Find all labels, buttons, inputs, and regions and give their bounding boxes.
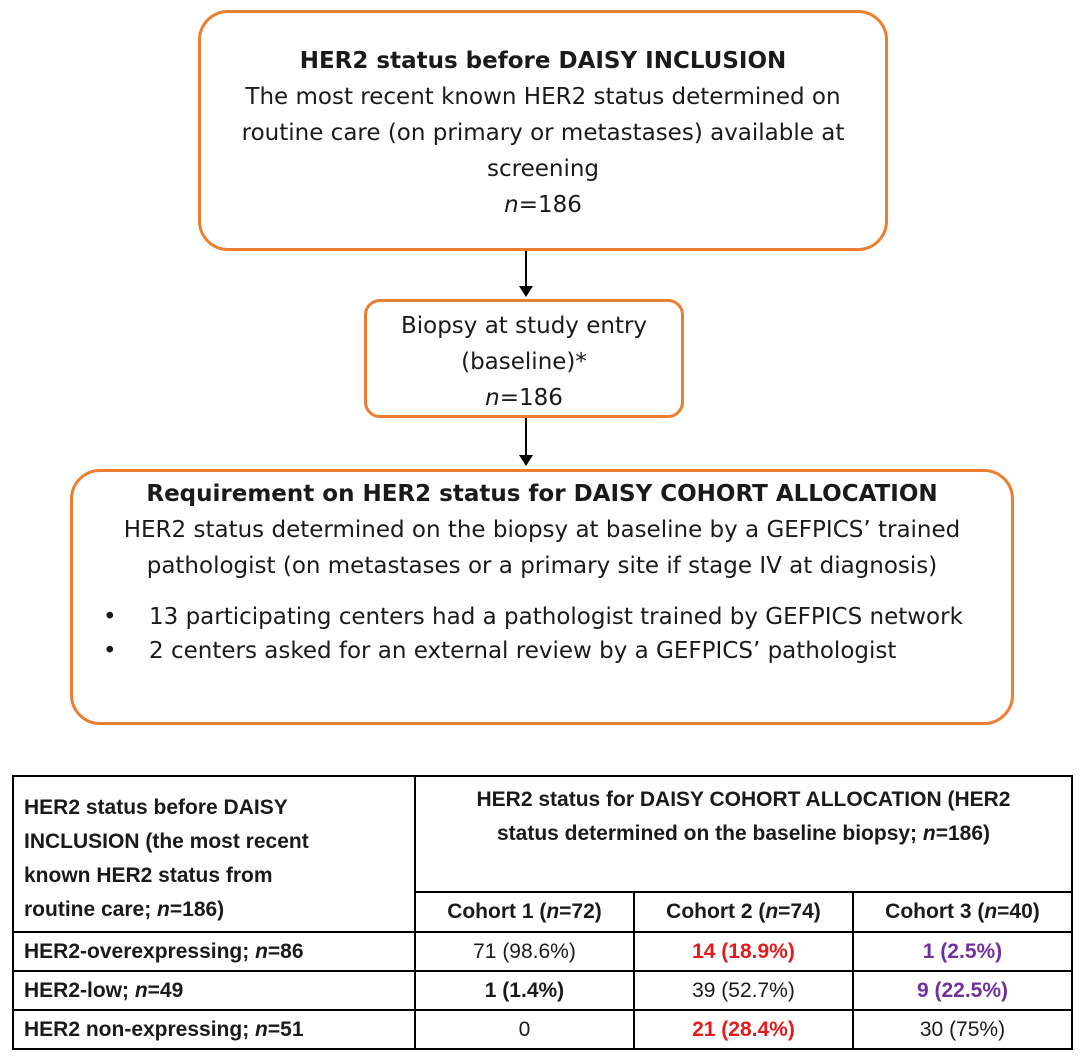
table-row (13, 932, 1072, 971)
biopsy-box-line-1: Biopsy at study entry (400, 313, 648, 339)
allocation-bullet-2: • 2 centers asked for an external review by a GEFPICS’ pathologist (73, 634, 1011, 668)
table-right-header: HER2 status for DAISY COHORT ALLOCATION (HER2 status determined on the baseline biopsy; n=186) (415, 776, 1072, 892)
biopsy-box-line-2: (baseline)* (461, 349, 587, 375)
inclusion-box-line-1: The most recent known HER2 status determined on (245, 84, 841, 110)
cohort-3-header: Cohort 3 (n=40) (853, 892, 1072, 932)
biopsy-box-n: n=186 (485, 385, 563, 411)
allocation-box-line-1: HER2 status determined on the biopsy at baseline by a GEFPICS’ trained (123, 517, 961, 543)
row-label-low: HER2-low; n=49 (13, 971, 415, 1010)
table-cell: 14 (18.9%) (634, 932, 853, 971)
allocation-box-line-2: pathologist (on metastases or a primary site if stage IV at diagnosis) (146, 553, 938, 579)
inclusion-box-n: n=186 (504, 192, 582, 218)
table-cell: 21 (28.4%) (634, 1010, 853, 1049)
cohort-1-header: Cohort 1 (n=72) (415, 892, 634, 932)
table-cell: 71 (98.6%) (415, 932, 634, 971)
row-label-overexpressing: HER2-overexpressing; n=86 (13, 932, 415, 971)
cohort-allocation-box (70, 469, 1014, 725)
table-cell: 9 (22.5%) (853, 971, 1072, 1010)
inclusion-box-line-3: screening (486, 156, 600, 182)
inclusion-box-title: HER2 status before DAISY INCLUSION (299, 48, 787, 74)
table-cell: 1 (1.4%) (415, 971, 634, 1010)
allocation-bullet-list (73, 600, 1011, 668)
inclusion-box-line-2: routine care (on primary or metastases) available at (241, 120, 845, 146)
table-left-header: HER2 status before DAISY INCLUSION (the most recent known HER2 status from routine care; n=186) (13, 776, 415, 932)
table-cell: 0 (415, 1010, 634, 1049)
allocation-bullet-1: • 13 participating centers had a pathologist trained by GEFPICS network (73, 600, 1011, 634)
table-cell: 30 (75%) (853, 1010, 1072, 1049)
row-label-non-expressing: HER2 non-expressing; n=51 (13, 1010, 415, 1049)
bullet-icon: • (103, 604, 117, 630)
flow-arrow-1-head (519, 286, 533, 297)
table-cell: 1 (2.5%) (853, 932, 1072, 971)
table-row (13, 971, 1072, 1010)
bullet-icon: • (103, 638, 117, 664)
flow-arrow-2-head (519, 455, 533, 466)
cohort-2-header: Cohort 2 (n=74) (634, 892, 853, 932)
table-cell: 39 (52.7%) (634, 971, 853, 1010)
flow-arrow-1 (525, 251, 527, 288)
allocation-box-title: Requirement on HER2 status for DAISY COHORT ALLOCATION (146, 481, 938, 507)
inclusion-status-box (198, 10, 888, 251)
allocation-table (12, 775, 1073, 1050)
baseline-biopsy-box (364, 299, 684, 418)
table-row (13, 1010, 1072, 1049)
flow-arrow-2 (525, 418, 527, 457)
